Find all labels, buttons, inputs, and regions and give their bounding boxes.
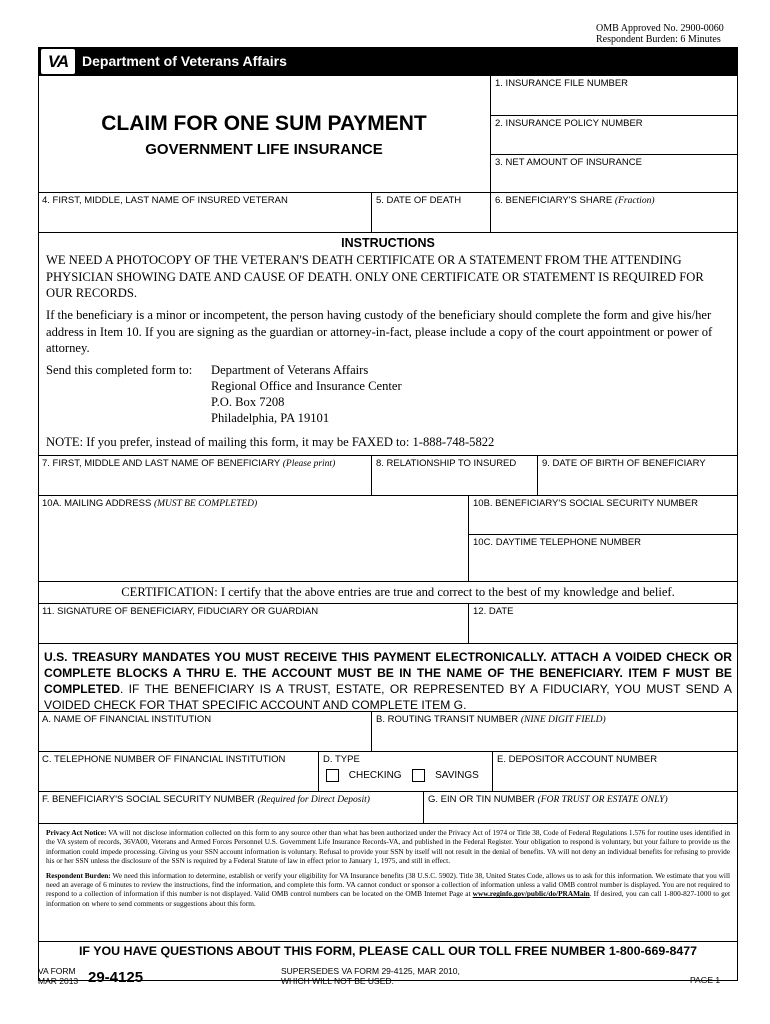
form-title: CLAIM FOR ONE SUM PAYMENT <box>101 112 427 135</box>
burden-text-1: We need this information to determine, establish or verify your eligibility for VA Insurance benefits (38 U.S.C. 5902). Title 38, United States Code, allows us to ask for this information. We estimate that you will need an average of 6 minutes to review the instructions, find the information, and complete this form. VA cannot conduct or sponsor a collection of information unless a valid OMB control number is displayed. You are not required to respond to a collection of information if this number is not displayed. Valid OMB control numbers can be located on the OMB Internet Page at <box>46 870 731 899</box>
field-10c-label: 10C. DAYTIME TELEPHONE NUMBER <box>473 537 642 548</box>
respondent-burden <box>46 871 730 909</box>
field-1-label: 1. INSURANCE FILE NUMBER <box>495 78 629 89</box>
treasury-notice <box>38 643 738 711</box>
instructions-heading: INSTRUCTIONS <box>341 236 435 250</box>
bank-a-label: A. NAME OF FINANCIAL INSTITUTION <box>42 714 212 725</box>
bank-g-note: (FOR TRUST OR ESTATE ONLY) <box>537 795 668 805</box>
checking-checkbox[interactable] <box>326 769 339 782</box>
field-4-label: 4. FIRST, MIDDLE, LAST NAME OF INSURED VETERAN <box>42 195 288 206</box>
bank-b-note: (NINE DIGIT FIELD) <box>520 715 606 725</box>
field-mailing-address[interactable] <box>38 495 468 581</box>
field-7-note: (Please print) <box>282 459 336 469</box>
field-direct-deposit-ssn[interactable] <box>38 791 423 823</box>
omb-link[interactable]: www.reginfo.gov/public/do/PRAMain <box>472 889 590 899</box>
field-date-of-death[interactable] <box>371 192 490 232</box>
form-number: 29-4125 <box>88 969 144 986</box>
privacy-text: VA will not disclose information collected on this form to any source other than what has been authorized under the Privacy Act of 1974 or Title 38, Code of Federal Regulations 1.576 for routine uses identified in the VA system of records, 36VA00, Veterans and Armed Forces Personnel U.S. Government Life Insurance Records-VA, and published in the Federal Register. Your obligation to respond is voluntary, but your failure to provide us the information could impede processing. Giving us your SSN account information is voluntary. Refusal to provide your SSN by itself will not result in the denial of benefits. VA will not deny an individual benefits for refusing to provide his or her SSN unless the disclosure of the SSN is required by a Federal Statute of law in effect prior to January 1, 1975, and still in effect. <box>46 828 730 866</box>
field-insurance-policy-number[interactable] <box>490 115 738 154</box>
field-6-label: 6. BENEFICIARY'S SHARE <box>495 195 613 206</box>
field-9-label: 9. DATE OF BIRTH OF BENEFICIARY <box>542 458 706 469</box>
mailing-address <box>211 362 471 426</box>
bank-e-label: E. DEPOSITOR ACCOUNT NUMBER <box>497 754 658 765</box>
agency-name: Department of Veterans Affairs <box>82 53 287 69</box>
bank-d-label: D. TYPE <box>323 754 360 765</box>
send-to-label: Send this completed form to: <box>46 363 193 377</box>
address-line-3: P.O. Box 7208 <box>211 395 285 409</box>
form-subtitle: GOVERNMENT LIFE INSURANCE <box>145 141 383 158</box>
field-beneficiary-name[interactable] <box>38 455 371 495</box>
field-6-note: (Fraction) <box>614 196 655 206</box>
form-label: VA FORM <box>38 966 76 976</box>
field-12-label: 12. DATE <box>473 606 514 617</box>
field-10b-label: 10B. BENEFICIARY'S SOCIAL SECURITY NUMBER <box>473 498 698 509</box>
certification-statement: CERTIFICATION: I certify that the above entries are true and correct to the best of my knowledge and belief. <box>38 581 738 603</box>
savings-label: SAVINGS <box>435 770 479 782</box>
field-net-amount[interactable] <box>490 154 738 192</box>
field-insurance-file-number[interactable] <box>490 76 738 115</box>
instructions-paragraph-2: If the beneficiary is a minor or incompetent, the person having custody of the beneficiary should complete the form and give his/her address in Item 10. If you are signing as the guardian or attorney-in-fact, please include a copy of the court appointment or power of attorney. <box>46 308 713 355</box>
field-relationship[interactable] <box>371 455 537 495</box>
address-line-4: Philadelphia, PA 19101 <box>211 411 330 425</box>
burden-text-2: . If desired, you can call 1-800-827-1000 to get information on where to send comments or suggestions about this form. <box>46 889 730 908</box>
va-logo-text: VA <box>47 52 69 71</box>
privacy-act-notice <box>46 828 730 866</box>
field-10a-label: 10A. MAILING ADDRESS <box>42 498 152 509</box>
instructions-paragraph-1: WE NEED A PHOTOCOPY OF THE VETERAN'S DEATH CERTIFICATE OR A STATEMENT FROM THE ATTENDING PHYSICIAN SHOWING DATE AND CAUSE OF DEATH. ONLY ONE CERTIFICATE OR STATEMENT IS REQUIRED FOR OUR RECORDS. <box>46 253 704 300</box>
field-routing-number[interactable] <box>371 711 738 751</box>
privacy-section <box>38 823 738 941</box>
field-signature[interactable] <box>38 603 468 643</box>
bank-f-label: F. BENEFICIARY'S SOCIAL SECURITY NUMBER <box>42 794 255 805</box>
field-beneficiary-ssn[interactable] <box>468 495 738 534</box>
header-bar <box>38 47 738 76</box>
field-insured-veteran-name[interactable] <box>38 192 371 232</box>
field-beneficiary-dob[interactable] <box>537 455 738 495</box>
bank-b-label: B. ROUTING TRANSIT NUMBER <box>376 714 519 725</box>
field-signature-date[interactable] <box>468 603 738 643</box>
field-account-number[interactable] <box>492 751 738 791</box>
supersedes-note <box>281 966 541 986</box>
fax-note: NOTE: If you prefer, instead of mailing this form, it may be FAXED to: 1-888-748-5822 <box>46 435 495 449</box>
treasury-notice-bold: U.S. TREASURY MANDATES YOU MUST RECEIVE THIS PAYMENT ELECTRONICALLY. ATTACH A VOIDED CHECK OR COMPLETE BLOCKS A THRU E. THE ACCOUNT MUST BE IN THE NAME OF THE BENEFICIARY. ITEM F MUST BE COMPLETED <box>44 650 732 696</box>
field-ein-tin[interactable] <box>423 791 738 823</box>
questions-bar: IF YOU HAVE QUESTIONS ABOUT THIS FORM, PLEASE CALL OUR TOLL FREE NUMBER 1-800-669-8477 <box>38 941 738 961</box>
field-daytime-phone[interactable] <box>468 534 738 581</box>
page-number: PAGE 1 <box>690 975 721 985</box>
omb-approved: OMB Approved No. 2900-0060 <box>596 23 724 34</box>
bank-c-label: C. TELEPHONE NUMBER OF FINANCIAL INSTITUTION <box>42 754 286 765</box>
savings-checkbox[interactable] <box>412 769 425 782</box>
supersedes-line-2: WHICH WILL NOT BE USED. <box>281 976 394 986</box>
field-11-label: 11. SIGNATURE OF BENEFICIARY, FIDUCIARY OR GUARDIAN <box>42 606 319 617</box>
treasury-notice-text: . IF THE BENEFICIARY IS A TRUST, ESTATE, OR REPRESENTED BY A FIDUCIARY, YOU MUST SEND A VOIDED CHECK FOR THAT SPECIFIC ACCOUNT AND COMPLETE ITEM G. <box>44 682 732 712</box>
field-beneficiary-share[interactable] <box>490 192 738 232</box>
field-8-label: 8. RELATIONSHIP TO INSURED <box>376 458 517 469</box>
bank-g-label: G. EIN OR TIN NUMBER <box>428 794 535 805</box>
field-institution-phone[interactable] <box>38 751 318 791</box>
field-5-label: 5. DATE OF DEATH <box>376 195 462 206</box>
privacy-title: Privacy Act Notice: <box>46 828 107 837</box>
field-2-label: 2. INSURANCE POLICY NUMBER <box>495 118 643 129</box>
omb-notice <box>560 23 760 45</box>
field-account-type <box>318 751 492 791</box>
field-3-label: 3. NET AMOUNT OF INSURANCE <box>495 157 642 168</box>
field-financial-institution[interactable] <box>38 711 371 751</box>
field-7-label: 7. FIRST, MIDDLE AND LAST NAME OF BENEFICIARY <box>42 458 281 469</box>
form-date: MAR 2013 <box>38 976 79 986</box>
burden-title: Respondent Burden: <box>46 870 111 880</box>
address-line-2: Regional Office and Insurance Center <box>211 379 402 393</box>
field-10a-note: (MUST BE COMPLETED) <box>153 499 258 509</box>
checking-label: CHECKING <box>348 770 402 782</box>
omb-burden: Respondent Burden: 6 Minutes <box>596 34 721 45</box>
address-line-1: Department of Veterans Affairs <box>211 363 369 377</box>
bank-f-note: (Required for Direct Deposit) <box>257 795 370 805</box>
va-logo <box>41 49 75 74</box>
supersedes-line-1: SUPERSEDES VA FORM 29-4125, MAR 2010, <box>281 966 460 976</box>
